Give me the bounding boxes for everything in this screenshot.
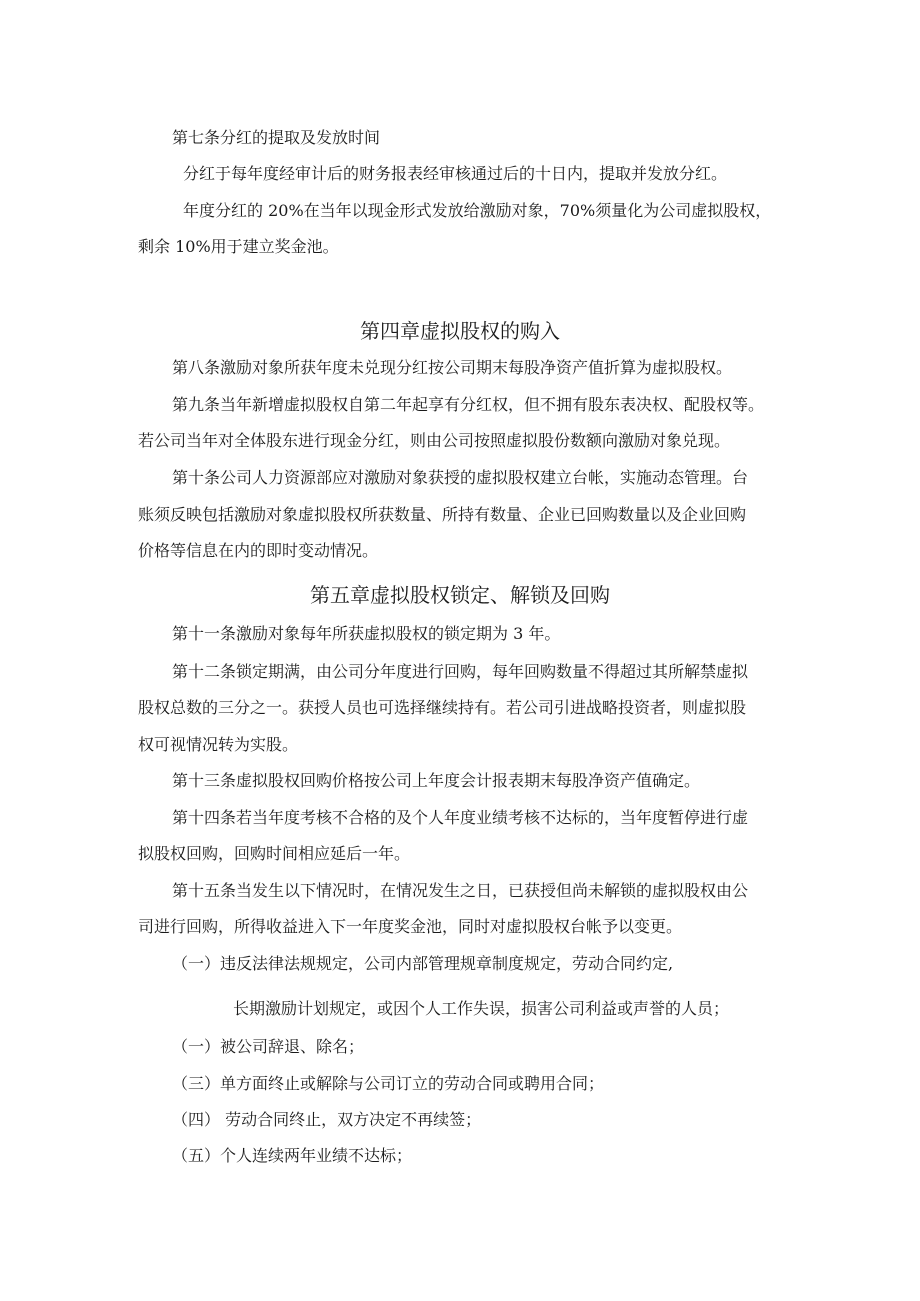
list-item-3: （三）单方面终止或解除与公司订立的劳动合同或聘用合同； bbox=[172, 1074, 605, 1093]
article-12-line-1: 第十二条锁定期满，由公司分年度进行回购，每年回购数量不得超过其所解禁虚拟 bbox=[172, 662, 749, 681]
list-item-4: （四） 劳动合同终止，双方决定不再续签； bbox=[172, 1110, 482, 1129]
article-15-line-1: 第十五条当发生以下情况时，在情况发生之日，已获授但尚未解锁的虚拟股权由公 bbox=[172, 881, 749, 900]
article-12-line-3: 权可视情况转为实股。 bbox=[138, 735, 299, 754]
list-item-2: （一）被公司辞退、除名； bbox=[172, 1037, 365, 1056]
article-7-title: 第七条分红的提取及发放时间 bbox=[172, 128, 381, 147]
article-13: 第十三条虚拟股权回购价格按公司上年度会计报表期末每股净资产值确定。 bbox=[172, 771, 701, 790]
chapter-4-heading: 第四章虚拟股权的购入 bbox=[360, 319, 560, 343]
list-item-5: （五）个人连续两年业绩不达标； bbox=[172, 1146, 413, 1165]
article-10-line-3: 价格等信息在内的即时变动情况。 bbox=[138, 541, 379, 560]
article-10-line-1: 第十条公司人力资源部应对激励对象获授的虚拟股权建立台帐，实施动态管理。台 bbox=[172, 468, 749, 487]
article-8: 第八条激励对象所获年度未兑现分红按公司期末每股净资产值折算为虚拟股权。 bbox=[172, 358, 733, 377]
article-14-line-2: 拟股权回购，回购时间相应延后一年。 bbox=[138, 844, 411, 863]
article-9-line-1: 第九条当年新增虚拟股权自第二年起享有分红权，但不拥有股东表决权、配股权等。 bbox=[172, 395, 765, 414]
article-9-line-2: 若公司当年对全体股东进行现金分红，则由公司按照虚拟股份数额向激励对象兑现。 bbox=[138, 431, 731, 450]
article-15-line-2: 司进行回购，所得收益进入下一年度奖金池，同时对虚拟股权台帐予以变更。 bbox=[138, 917, 683, 936]
article-7-paragraph-1: 分红于每年度经审计后的财务报表经审核通过后的十日内，提取并发放分红。 bbox=[183, 164, 728, 183]
article-10-line-2: 账须反映包括激励对象虚拟股权所获数量、所持有数量、企业已回购数量以及企业回购 bbox=[138, 505, 747, 524]
article-11: 第十一条激励对象每年所获虚拟股权的锁定期为 3 年。 bbox=[172, 624, 561, 643]
article-7-paragraph-2-line-1: 年度分红的 20%在当年以现金形式发放给激励对象，70%须量化为公司虚拟股权， bbox=[183, 201, 772, 220]
list-item-1-line-1: （一）违反法律法规规定，公司内部管理规章制度规定，劳动合同约定, bbox=[172, 954, 674, 973]
article-7-paragraph-2-line-2: 剩余 10%用于建立奖金池。 bbox=[138, 237, 339, 256]
article-14-line-1: 第十四条若当年度考核不合格的及个人年度业绩考核不达标的，当年度暂停进行虚 bbox=[172, 808, 749, 827]
article-12-line-2: 股权总数的三分之一。获授人员也可选择继续持有。若公司引进战略投资者，则虚拟股 bbox=[138, 698, 747, 717]
chapter-5-heading: 第五章虚拟股权锁定、解锁及回购 bbox=[310, 583, 610, 607]
list-item-1-line-2: 长期激励计划规定，或因个人工作失误，损害公司利益或声誉的人员； bbox=[233, 999, 730, 1018]
